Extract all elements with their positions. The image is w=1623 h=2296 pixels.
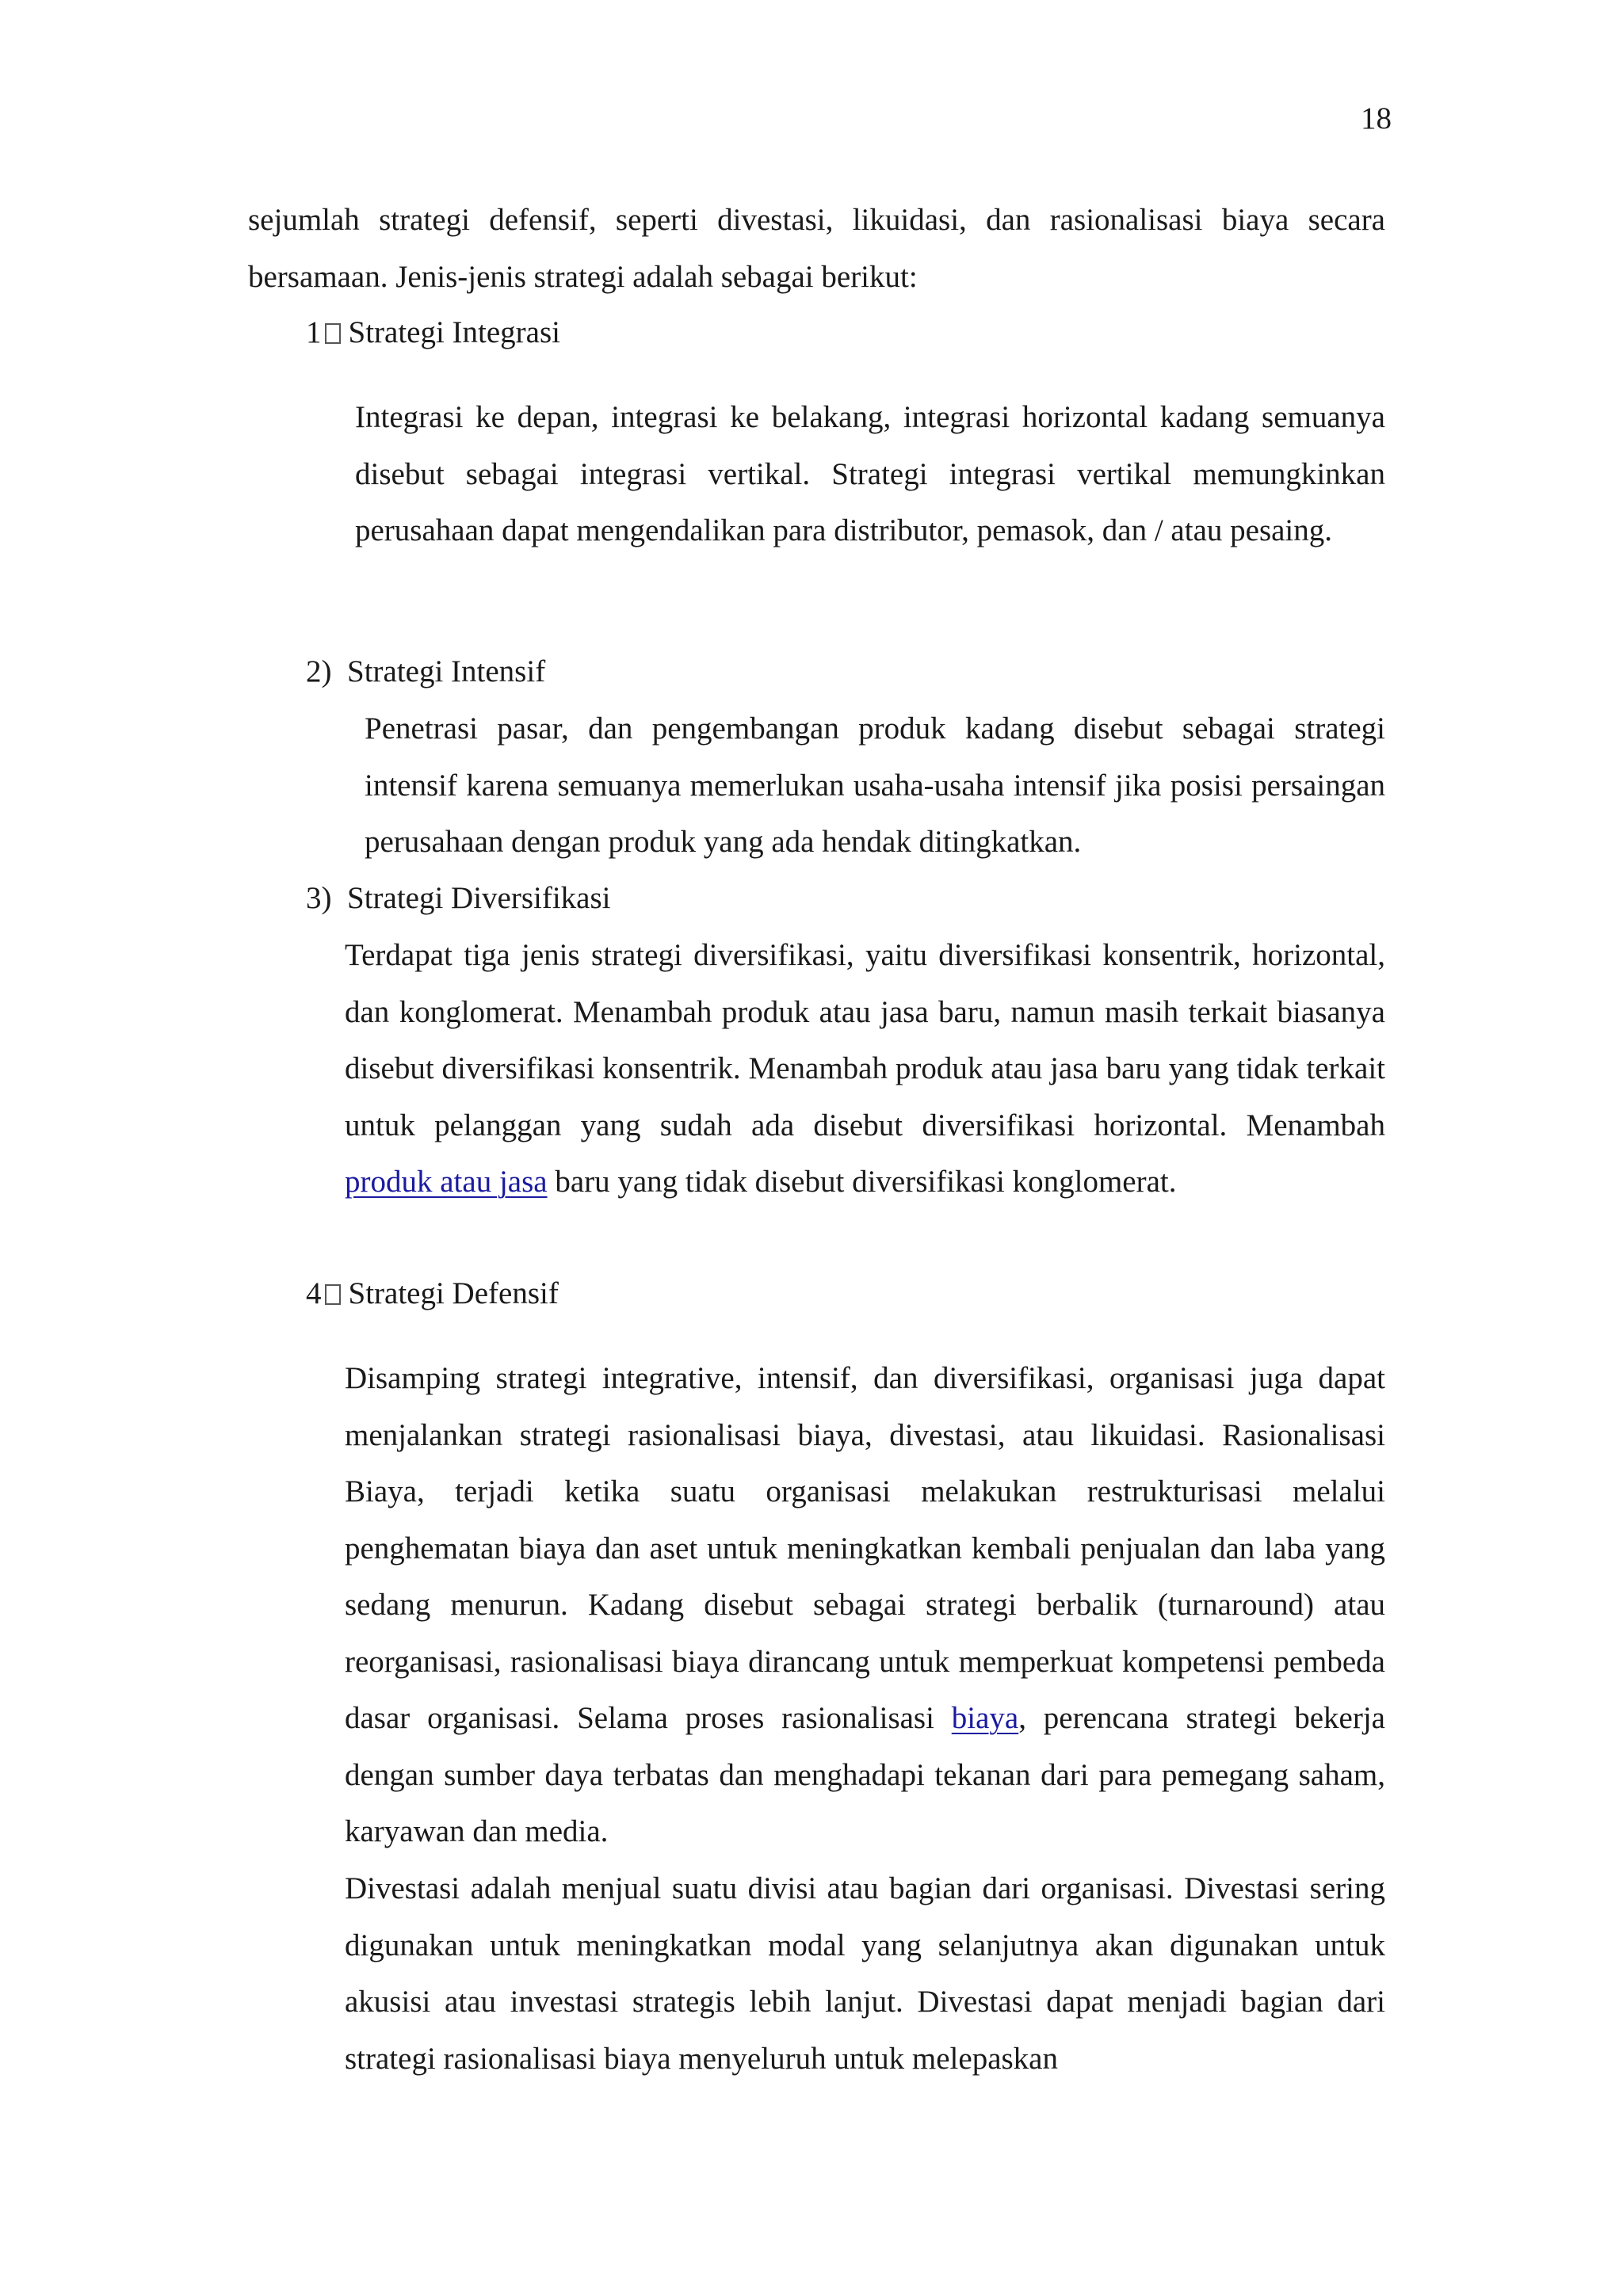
missing-glyph-box-icon — [325, 1284, 341, 1305]
intro-paragraph: sejumlah strategi defensif, seperti divestasi, likuidasi, dan rasionalisasi biaya secara bersamaan. Jenis-jenis strategi adalah sebagai berikut: — [248, 203, 1385, 294]
section-title: Strategi Defensif — [348, 1276, 559, 1310]
section-body-strategi-intensif: Penetrasi pasar, dan pengembangan produk kadang disebut sebagai strategi intensif karena semuanya memerlukan usaha-usaha intensif jika posisi persaingan perusahaan dengan produk yang ada hendak ditingkatkan. — [365, 711, 1385, 859]
section-title: Strategi Diversifikasi — [347, 881, 611, 915]
link-biaya[interactable]: biaya — [951, 1701, 1019, 1735]
section-title: Strategi Intensif — [347, 654, 546, 688]
body-text-before-link: Disamping strategi integrative, intensif, dan diversifikasi, organisasi juga dapat menjalankan strategi rasionalisasi biaya, divestasi, atau likuidasi. Rasionalisasi Biaya, terjadi ketika suatu organisasi melakukan restrukturisasi melalui penghematan biaya dan aset untuk meningkatkan kembali penjualan dan laba yang sedang menurun. Kadang disebut sebagai strategi berbalik (turnaround) atau reorganisasi, rasionalisasi biaya dirancang untuk memperkuat kompetensi pembeda dasar organisasi. Selama proses rasionalisasi — [345, 1361, 1385, 1735]
section-heading-strategi-defensif — [306, 1265, 559, 1322]
page-number: 18 — [1361, 101, 1392, 135]
section-number: 3) — [306, 881, 332, 915]
missing-glyph-box-icon — [325, 323, 341, 344]
section-body-strategi-diversifikasi — [345, 927, 1385, 1211]
section-heading-strategi-integrasi — [306, 304, 560, 361]
section-heading-strategi-diversifikasi — [306, 870, 611, 927]
section-number: 4 — [306, 1276, 322, 1310]
section-title: Strategi Integrasi — [348, 315, 560, 349]
section-body-strategi-integrasi: Integrasi ke depan, integrasi ke belakang, integrasi horizontal kadang semuanya disebut sebagai integrasi vertikal. Strategi integrasi vertikal memungkinkan perusahaan dapat mengendalikan para distributor, pemasok, dan / atau pesaing. — [355, 400, 1385, 547]
section-heading-strategi-intensif — [306, 643, 545, 700]
body-text-before-link: Terdapat tiga jenis strategi diversifikasi, yaitu diversifikasi konsentrik, horizontal, dan konglomerat. Menambah produk atau jasa baru, namun masih terkait biasanya disebut diversifikasi konsentrik. Menambah produk atau jasa baru yang tidak terkait untuk pelanggan yang sudah ada disebut diversifikasi horizontal. Menambah — [345, 938, 1385, 1142]
section-number: 2) — [306, 654, 332, 688]
section-body-strategi-defensif — [345, 1350, 1385, 1860]
section-number: 1 — [306, 315, 322, 349]
body-text-after-link: , perencana strategi bekerja dengan sumber daya terbatas dan menghadapi tekanan dari para pemegang saham, karyawan dan media. — [345, 1701, 1385, 1848]
link-produk-atau-jasa[interactable]: produk atau jasa — [345, 1165, 548, 1199]
body-text-after-link: baru yang tidak disebut diversifikasi konglomerat. — [547, 1165, 1177, 1199]
section-body-divestasi: Divestasi adalah menjual suatu divisi atau bagian dari organisasi. Divestasi sering digunakan untuk meningkatkan modal yang selanjutnya akan digunakan untuk akusisi atau investasi strategis lebih lanjut. Divestasi dapat menjadi bagian dari strategi rasionalisasi biaya menyeluruh untuk melepaskan — [345, 1871, 1385, 2076]
